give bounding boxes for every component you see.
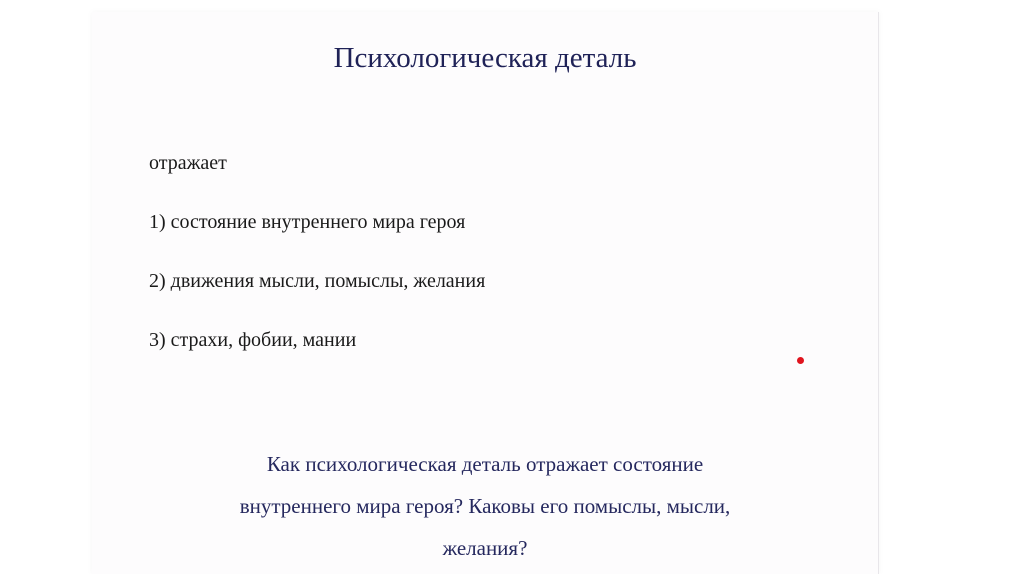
slide-title: Психологическая деталь <box>333 42 637 74</box>
laser-pointer-dot <box>797 357 804 364</box>
question-text <box>92 443 878 569</box>
list-item: 2) движения мысли, помыслы, желания <box>149 270 486 292</box>
detail-list <box>149 152 485 388</box>
list-intro: отражает <box>149 152 227 174</box>
question-line: желания? <box>442 536 528 560</box>
slide <box>92 12 879 574</box>
question-line: внутреннего мира героя? Каковы его помыслы, мысли, <box>239 494 731 518</box>
question-line: Как психологическая деталь отражает состояние <box>266 452 704 476</box>
list-item: 1) состояние внутреннего мира героя <box>149 211 466 233</box>
list-item: 3) страхи, фобии, мании <box>149 329 357 351</box>
